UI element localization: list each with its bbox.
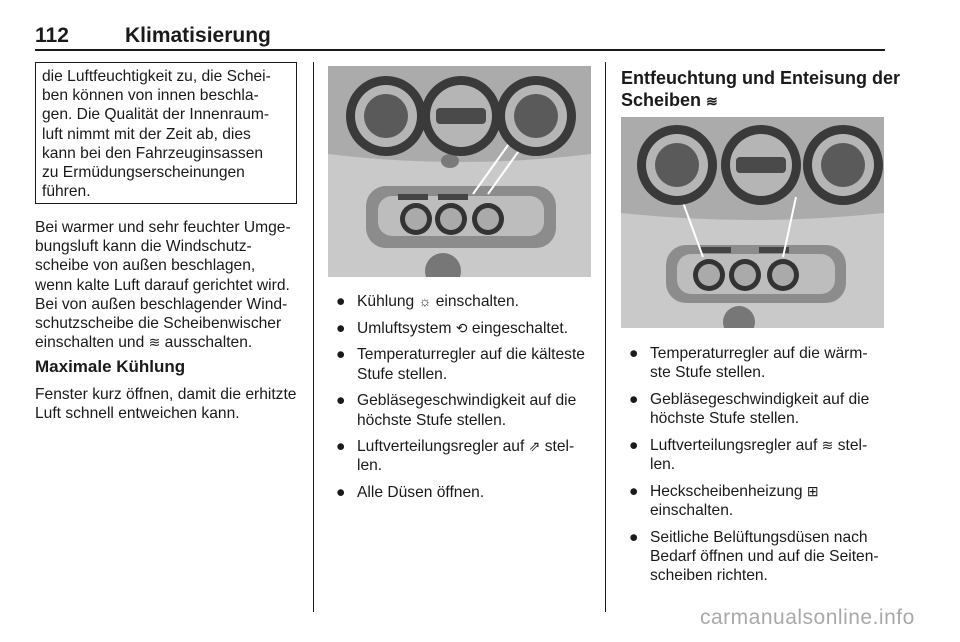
defrost-icon: ≋ (821, 436, 834, 453)
page-number: 112 (35, 24, 69, 47)
text-line: len. (357, 457, 383, 475)
list-item (333, 437, 598, 475)
text-line: kann bei den Fahrzeuginsassen (42, 144, 264, 162)
defrost-steps-list (626, 344, 891, 593)
text-line: Gebläsegeschwindigkeit auf die (650, 390, 870, 408)
air-distribution-icon: ⇗ (528, 438, 541, 455)
bullet: ● (336, 319, 346, 337)
bullet: ● (336, 293, 346, 310)
text-line: Scheiben ≋ (621, 90, 718, 110)
list-item (626, 390, 891, 428)
text-line: höchste Stufe stellen. (650, 410, 800, 428)
rear-window-heating-icon: ⊞ (806, 482, 819, 499)
text-line: Alle Düsen öffnen. (357, 484, 485, 502)
text-line: scheiben richten. (650, 567, 768, 585)
section-heading-defrost (621, 67, 900, 112)
text-line: Bei von außen beschlagender Wind- (35, 295, 288, 313)
paragraph-humidity (35, 218, 291, 352)
list-item (626, 482, 891, 520)
header-divider (35, 49, 885, 51)
text-line: len. (650, 456, 676, 474)
page-header (35, 20, 885, 50)
bullet: ● (336, 346, 346, 364)
list-item (333, 292, 598, 311)
text-line: bungsluft kann die Windschutz- (35, 238, 252, 256)
text-line: Bedarf öffnen und auf die Seiten- (650, 547, 879, 565)
bullet: ● (629, 345, 639, 362)
text-line: Luftverteilungsregler auf ⇗ stel- (357, 438, 575, 456)
text-line: Temperaturregler auf die kälteste (357, 346, 585, 364)
text-line: einschalten und ≋ ausschalten. (35, 334, 253, 352)
text-line: scheibe von außen beschlagen, (35, 257, 256, 275)
text-line: luft nimmt mit der Zeit ab, dies (42, 125, 251, 143)
column-divider-right (605, 62, 606, 612)
text-line: die Luftfeuchtigkeit zu, die Schei- (42, 68, 271, 85)
text-line: Luftverteilungsregler auf ≋ stel- (650, 436, 868, 454)
list-item (626, 436, 891, 474)
column-divider-left (313, 62, 314, 612)
list-item (626, 344, 891, 382)
text-line: Heckscheibenheizung ⊞ (650, 482, 819, 500)
text-line: zu Ermüdungserscheinungen (42, 164, 245, 182)
bullet: ● (629, 482, 639, 500)
text-line: führen. (42, 183, 91, 201)
list-item (333, 483, 598, 502)
cooling-steps-list (333, 292, 598, 510)
text-line: höchste Stufe stellen. (357, 411, 507, 429)
text-line: schutzscheibe die Scheibenwischer (35, 315, 282, 333)
bullet: ● (629, 436, 639, 454)
text-line: Luft schnell entweichen kann. (35, 405, 240, 423)
climate-control-photo-cooling (328, 66, 591, 277)
bullet: ● (629, 390, 639, 408)
list-item (626, 528, 891, 586)
text-line: Stufe stellen. (357, 365, 448, 383)
chapter-title: Klimatisierung (125, 24, 271, 47)
text-line: Fenster kurz öffnen, damit die erhitzte (35, 386, 297, 403)
bullet: ● (629, 528, 639, 546)
text-line: Bei warmer und sehr feuchter Umge- (35, 219, 291, 236)
list-item (333, 345, 598, 383)
text-line: Entfeuchtung und Enteisung der (621, 68, 900, 88)
text-line: gen. Die Qualität der Innenraum- (42, 106, 270, 124)
bullet: ● (336, 438, 346, 456)
list-item (333, 391, 598, 429)
text-line: einschalten. (650, 501, 734, 519)
text-line: Temperaturregler auf die wärm- (650, 345, 868, 362)
list-item (333, 319, 598, 338)
text-line: ste Stufe stellen. (650, 364, 766, 382)
note-box (35, 62, 297, 204)
section-heading-max-cooling: Maximale Kühlung (35, 357, 186, 376)
text-line: ben können von innen beschla- (42, 87, 259, 105)
note-text (42, 67, 296, 201)
defrost-icon: ≋ (706, 93, 718, 109)
text-line: Seitliche Belüftungsdüsen nach (650, 528, 868, 546)
text-line: Gebläsegeschwindigkeit auf die (357, 392, 577, 410)
bullet: ● (336, 392, 346, 410)
climate-control-photo-defrost (621, 117, 884, 328)
watermark: carmanualsonline.info (700, 606, 915, 629)
text-line: wenn kalte Luft darauf gerichtet wird. (35, 276, 290, 294)
snowflake-icon: ☼ (418, 293, 432, 309)
defrost-icon: ≋ (148, 334, 161, 351)
text-line: Umluftsystem ⟲ eingeschaltet. (357, 319, 569, 337)
paragraph-max-cooling (35, 385, 296, 423)
recirculation-icon: ⟲ (455, 319, 468, 336)
bullet: ● (336, 484, 346, 502)
text-line: Kühlung ☼ einschalten. (357, 293, 519, 310)
